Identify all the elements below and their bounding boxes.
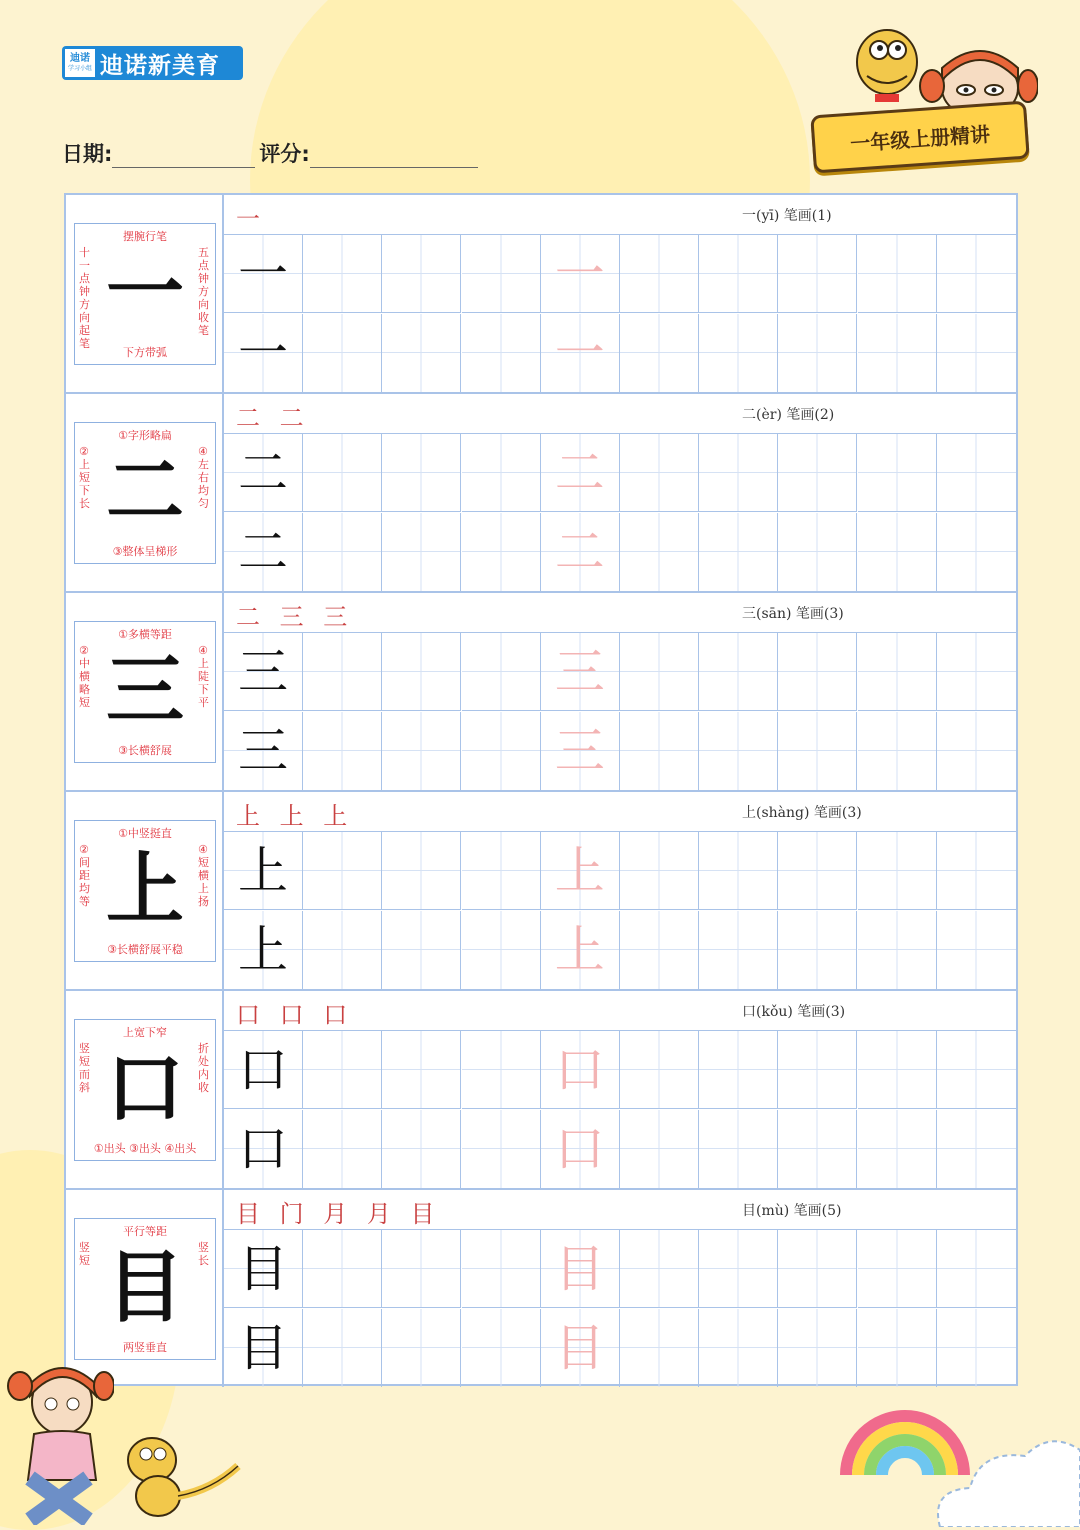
girl-sitting-icon [4, 1360, 114, 1525]
trace-character: 二 [554, 522, 605, 581]
writing-cell[interactable] [620, 1309, 699, 1387]
writing-cell[interactable] [224, 1230, 303, 1308]
writing-cell[interactable] [541, 1230, 620, 1308]
writing-cell[interactable] [541, 832, 620, 910]
guide-note-bottom: ③长横舒展平稳 [107, 943, 183, 956]
trace-character: 三 [554, 721, 605, 780]
practice-row [66, 195, 1016, 394]
writing-cell[interactable] [858, 314, 937, 392]
dinosaur-mascot-icon [845, 20, 925, 115]
stroke-order-bar [224, 593, 1016, 633]
guide-box [74, 1218, 216, 1360]
writing-cells [224, 1031, 1016, 1188]
guide-note-left: ②中横略短 [79, 644, 90, 709]
writing-cell[interactable] [462, 911, 541, 989]
pinyin-stroke-count: 目(mù) 笔画(5) [742, 1203, 842, 1219]
logo-mark-bottom: 学习小组 [67, 65, 92, 72]
practice-row [66, 394, 1016, 593]
trace-character: 上 [554, 842, 605, 900]
writing-cell[interactable] [382, 434, 461, 512]
grade-banner [810, 101, 1030, 174]
stroke-order-bar [224, 394, 1016, 434]
model-character: 上 [238, 842, 288, 900]
writing-cell[interactable] [303, 1309, 382, 1387]
guide-column [66, 1190, 224, 1387]
guide-note-left: 十一点钟方向起笔 [79, 246, 90, 350]
writing-cell[interactable] [224, 832, 303, 910]
guide-character: 口 [105, 1043, 184, 1134]
writing-cell[interactable] [699, 1031, 778, 1109]
header-fields [62, 138, 478, 168]
writing-cell[interactable] [778, 1309, 857, 1387]
brand-logo [62, 46, 243, 80]
writing-cell[interactable] [462, 1309, 541, 1387]
writing-cell[interactable] [699, 712, 778, 790]
stroke-order-bar [224, 991, 1016, 1031]
model-character: 二 [238, 444, 288, 502]
writing-cell[interactable] [620, 1110, 699, 1188]
writing-cell[interactable] [858, 1110, 937, 1188]
pinyin-stroke-count: 上(shàng) 笔画(3) [742, 805, 862, 821]
writing-cell[interactable] [620, 314, 699, 392]
writing-cell[interactable] [937, 1230, 1016, 1308]
writing-cells [224, 832, 1016, 989]
stroke-order: 二 二 [236, 404, 310, 432]
writing-cell[interactable] [778, 513, 857, 591]
writing-cell[interactable] [303, 1110, 382, 1188]
writing-cell[interactable] [382, 712, 461, 790]
guide-note-top: ①多横等距 [118, 628, 172, 641]
writing-cell[interactable] [778, 1230, 857, 1308]
writing-cell[interactable] [937, 1309, 1016, 1387]
writing-cell[interactable] [699, 1110, 778, 1188]
guide-column [66, 991, 224, 1188]
writing-cell[interactable] [778, 911, 857, 989]
writing-cell[interactable] [858, 832, 937, 910]
trace-character: 口 [554, 1041, 605, 1099]
writing-cells [224, 235, 1016, 392]
stroke-order: 目 门 月 月 目 [236, 1200, 441, 1228]
writing-cell[interactable] [937, 314, 1016, 392]
writing-cell[interactable] [858, 712, 937, 790]
writing-cell[interactable] [937, 1031, 1016, 1109]
writing-cell[interactable] [541, 712, 620, 790]
guide-box [74, 422, 216, 564]
writing-cell[interactable] [303, 1031, 382, 1109]
writing-cell[interactable] [699, 314, 778, 392]
guide-column [66, 792, 224, 989]
writing-cell[interactable] [462, 314, 541, 392]
guide-note-bottom: ③长横舒展 [118, 744, 172, 757]
writing-cell[interactable] [937, 633, 1016, 711]
trace-character: 二 [554, 444, 605, 502]
writing-cell[interactable] [778, 633, 857, 711]
writing-cell[interactable] [620, 832, 699, 910]
guide-box [74, 1019, 216, 1161]
guide-box [74, 820, 216, 962]
writing-cell[interactable] [303, 235, 382, 313]
writing-cell[interactable] [778, 1031, 857, 1109]
writing-cell[interactable] [620, 235, 699, 313]
writing-cell[interactable] [462, 434, 541, 512]
model-character: 口 [238, 1119, 288, 1178]
writing-cell[interactable] [620, 1031, 699, 1109]
pinyin-stroke-count: 口(kǒu) 笔画(3) [742, 1004, 846, 1020]
practice-row [66, 1190, 1016, 1389]
writing-cell[interactable] [462, 1230, 541, 1308]
writing-cell[interactable] [937, 712, 1016, 790]
guide-note-right: ④上陡下平 [198, 644, 209, 709]
writing-cell[interactable] [620, 1230, 699, 1308]
writing-cells [224, 633, 1016, 790]
writing-cell[interactable] [541, 1309, 620, 1387]
stroke-order: 一 [236, 205, 266, 233]
model-character: 口 [238, 1041, 288, 1099]
writing-cell[interactable] [541, 1031, 620, 1109]
writing-cell[interactable] [699, 633, 778, 711]
writing-cell[interactable] [224, 1110, 303, 1188]
writing-cell[interactable] [858, 235, 937, 313]
guide-box [74, 223, 216, 365]
model-character: 上 [238, 920, 288, 979]
writing-cell[interactable] [224, 1309, 303, 1387]
writing-cell[interactable] [541, 1110, 620, 1188]
writing-cell[interactable] [937, 1110, 1016, 1188]
writing-cell[interactable] [778, 434, 857, 512]
writing-cell[interactable] [462, 513, 541, 591]
writing-cell[interactable] [699, 1309, 778, 1387]
writing-cell[interactable] [778, 235, 857, 313]
writing-cell[interactable] [778, 832, 857, 910]
practice-row [66, 792, 1016, 991]
guide-character: 上 [105, 844, 184, 935]
guide-note-top: 平行等距 [123, 1225, 167, 1238]
trace-character: 目 [554, 1240, 605, 1298]
writing-cell[interactable] [699, 235, 778, 313]
logo-text: 迪诺新美育 [100, 52, 220, 79]
writing-cell[interactable] [382, 235, 461, 313]
writing-cell[interactable] [382, 633, 461, 711]
writing-cell[interactable] [303, 911, 382, 989]
practice-row [66, 593, 1016, 792]
guide-note-bottom: ①出头 ③出头 ④出头 [93, 1142, 197, 1155]
writing-cell[interactable] [462, 1031, 541, 1109]
trace-character: 三 [554, 643, 605, 701]
guide-note-right: 竖长 [198, 1241, 209, 1267]
stroke-order-bar [224, 792, 1016, 832]
model-character: 二 [238, 522, 288, 581]
writing-cell[interactable] [699, 911, 778, 989]
writing-cell[interactable] [620, 513, 699, 591]
writing-cell[interactable] [224, 712, 303, 790]
trace-character: 一 [554, 245, 605, 303]
stroke-order: 口 口 口 [236, 1001, 354, 1029]
writing-cell[interactable] [462, 712, 541, 790]
writing-cell[interactable] [303, 513, 382, 591]
writing-cell[interactable] [541, 633, 620, 711]
logo-mark-top: 迪诺 [70, 53, 90, 64]
writing-cell[interactable] [382, 1031, 461, 1109]
writing-cell[interactable] [541, 314, 620, 392]
writing-cell[interactable] [224, 235, 303, 313]
writing-cell[interactable] [858, 1031, 937, 1109]
writing-cell[interactable] [303, 314, 382, 392]
writing-cell[interactable] [858, 434, 937, 512]
guide-note-left: 竖短而斜 [79, 1042, 90, 1094]
writing-cell[interactable] [937, 513, 1016, 591]
practice-row [66, 991, 1016, 1190]
writing-cell[interactable] [858, 1309, 937, 1387]
writing-cell[interactable] [858, 911, 937, 989]
writing-cell[interactable] [699, 832, 778, 910]
writing-cell[interactable] [382, 314, 461, 392]
writing-cell[interactable] [937, 832, 1016, 910]
guide-character: 目 [105, 1242, 184, 1333]
writing-cell[interactable] [937, 235, 1016, 313]
writing-cell[interactable] [303, 434, 382, 512]
writing-cell[interactable] [224, 633, 303, 711]
writing-cell[interactable] [462, 832, 541, 910]
writing-cell[interactable] [778, 314, 857, 392]
stroke-order-bar [224, 195, 1016, 235]
guide-column [66, 195, 224, 392]
writing-cell[interactable] [541, 513, 620, 591]
guide-note-top: 上宽下窄 [123, 1026, 167, 1039]
pinyin-stroke-count: 二(èr) 笔画(2) [742, 407, 835, 423]
score-blank[interactable] [310, 145, 478, 168]
writing-cell[interactable] [699, 1230, 778, 1308]
model-character: 目 [238, 1240, 288, 1298]
trace-character: 目 [554, 1318, 605, 1377]
writing-cell[interactable] [382, 513, 461, 591]
guide-column [66, 394, 224, 591]
writing-cell[interactable] [778, 712, 857, 790]
guide-character: 二 [105, 446, 184, 537]
trace-character: 一 [554, 323, 605, 382]
guide-note-right: 折处内收 [198, 1042, 209, 1094]
writing-cell[interactable] [858, 1230, 937, 1308]
guide-note-bottom: 两竖垂直 [123, 1341, 167, 1354]
guide-note-top: ①字形略扁 [118, 429, 172, 442]
writing-cell[interactable] [303, 832, 382, 910]
writing-cell[interactable] [303, 712, 382, 790]
writing-cell[interactable] [620, 911, 699, 989]
writing-cell[interactable] [541, 235, 620, 313]
writing-cell[interactable] [937, 434, 1016, 512]
writing-cell[interactable] [858, 633, 937, 711]
writing-cell[interactable] [620, 633, 699, 711]
writing-cell[interactable] [541, 434, 620, 512]
writing-cell[interactable] [382, 1309, 461, 1387]
trace-character: 口 [554, 1119, 605, 1178]
writing-cell[interactable] [462, 633, 541, 711]
writing-cell[interactable] [224, 911, 303, 989]
model-character: 目 [238, 1318, 288, 1377]
model-character: 三 [238, 643, 288, 701]
writing-cell[interactable] [699, 434, 778, 512]
grade-banner-text: 一年级上册精讲 [849, 121, 991, 156]
writing-cell[interactable] [382, 911, 461, 989]
date-label: 日期: [62, 142, 113, 166]
writing-cell[interactable] [382, 1110, 461, 1188]
writing-cell[interactable] [382, 832, 461, 910]
date-blank[interactable] [112, 145, 255, 168]
writing-cell[interactable] [462, 1110, 541, 1188]
writing-cell[interactable] [620, 712, 699, 790]
writing-cell[interactable] [541, 911, 620, 989]
guide-note-top: ①中竖挺直 [118, 827, 172, 840]
guide-note-right: 五点钟方向收笔 [198, 246, 209, 337]
guide-note-left: ②上短下长 [79, 445, 90, 510]
score-label: 评分: [259, 142, 310, 166]
writing-cell[interactable] [303, 633, 382, 711]
writing-cell[interactable] [778, 1110, 857, 1188]
writing-cells [224, 434, 1016, 591]
logo-mark [65, 49, 95, 77]
guide-note-top: 摆腕行笔 [123, 230, 167, 243]
guide-note-bottom: ③整体呈梯形 [112, 545, 178, 558]
writing-cell[interactable] [224, 1031, 303, 1109]
stroke-order: 上 上 上 [236, 802, 354, 830]
guide-character: 一 [105, 247, 184, 338]
guide-note-left: ②间距均等 [79, 843, 90, 908]
model-character: 三 [238, 721, 288, 780]
writing-cell[interactable] [937, 911, 1016, 989]
writing-cell[interactable] [462, 235, 541, 313]
stroke-order-bar [224, 1190, 1016, 1230]
guide-note-right: ④左右均匀 [198, 445, 209, 510]
stroke-order: 二 三 三 [236, 603, 354, 631]
guide-character: 三 [105, 645, 184, 736]
practice-grid [64, 193, 1018, 1386]
guide-note-left: 竖短 [79, 1241, 90, 1267]
cloud-icon [930, 1430, 1080, 1527]
writing-cell[interactable] [382, 1230, 461, 1308]
pinyin-stroke-count: 三(sān) 笔画(3) [742, 606, 844, 622]
guide-box [74, 621, 216, 763]
writing-cell[interactable] [620, 434, 699, 512]
writing-cell[interactable] [699, 513, 778, 591]
pinyin-stroke-count: 一(yī) 笔画(1) [742, 208, 832, 224]
dinosaur-small-icon [112, 1430, 242, 1525]
writing-cell[interactable] [224, 314, 303, 392]
guide-note-right: ④短横上扬 [198, 843, 209, 908]
writing-cell[interactable] [224, 513, 303, 591]
writing-cells [224, 1230, 1016, 1387]
writing-cell[interactable] [303, 1230, 382, 1308]
trace-character: 上 [554, 920, 605, 979]
guide-note-bottom: 下方带弧 [123, 346, 167, 359]
writing-cell[interactable] [858, 513, 937, 591]
model-character: 一 [238, 245, 288, 303]
model-character: 一 [238, 323, 288, 382]
guide-column [66, 593, 224, 790]
writing-cell[interactable] [224, 434, 303, 512]
